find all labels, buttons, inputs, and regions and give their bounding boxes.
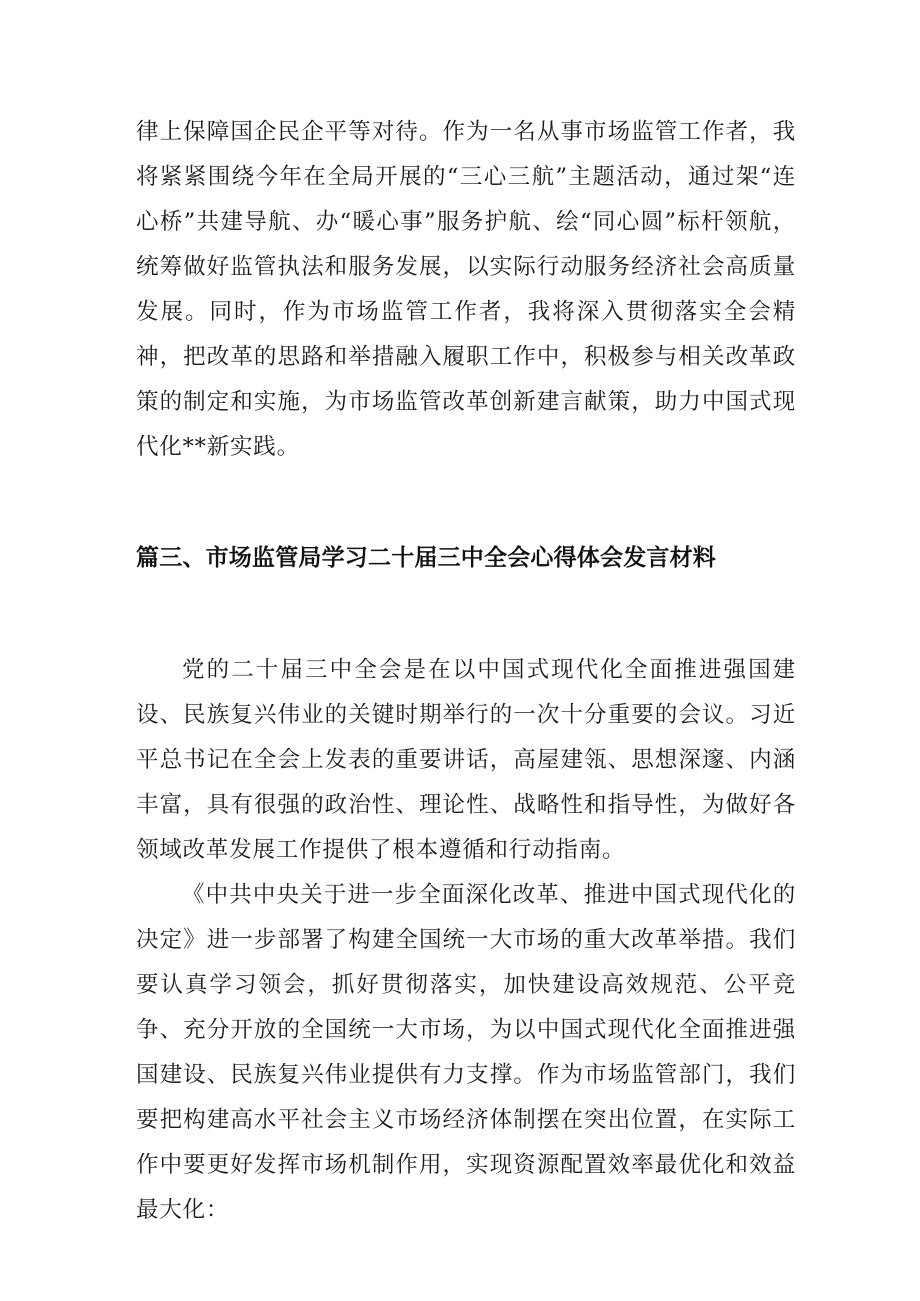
spacer — [136, 578, 796, 648]
document-body — [136, 110, 796, 1233]
body-paragraph-1: 党的二十届三中全会是在以中国式现代化全面推进强国建设、民族复兴伟业的关键时期举行的一次十分重要的会议。习近平总书记在全会上发表的重要讲话，高屋建瓴、思想深邃、内涵丰富，具有很强的政治性、理论性、战略性和指导性，为做好各领域改革发展工作提供了根本遵循和行动指南。 — [136, 657, 796, 863]
section-heading: 篇三、市场监管局学习二十届三中全会心得体会发言材料 — [136, 545, 716, 571]
body-paragraph-2: 《中共中央关于进一步全面深化改革、推进中国式现代化的决定》进一步部署了构建全国统一大市场的重大改革举措。我们要认真学习领会，抓好贯彻落实，加快建设高效规范、公平竞争、充分开放的全国统一大市场，为以中国式现代化全面推进强国建设、民族复兴伟业提供有力支撑。作为市场监管部门，我们要把构建高水平社会主义市场经济体制摆在突出位置，在实际工作中要更好发挥市场机制作用，实现资源配置效率最优化和效益最大化： — [136, 882, 796, 1223]
spacer — [136, 470, 796, 538]
continued-paragraph: 律上保障国企民企平等对待。作为一名从事市场监管工作者，我将紧紧围绕今年在全局开展的“三心三航”主题活动，通过架“连心桥”共建导航、办“暖心事”服务护航、绘“同心圆”标杆领航，统筹做好监管执法和服务发展，以实际行动服务经济社会高质量发展。同时，作为市场监管工作者，我将深入贯彻落实全会精神，把改革的思路和举措融入履职工作中，积极参与相关改革政策的制定和实施，为市场监管改革创新建言献策，助力中国式现代化**新实践。 — [136, 119, 796, 460]
